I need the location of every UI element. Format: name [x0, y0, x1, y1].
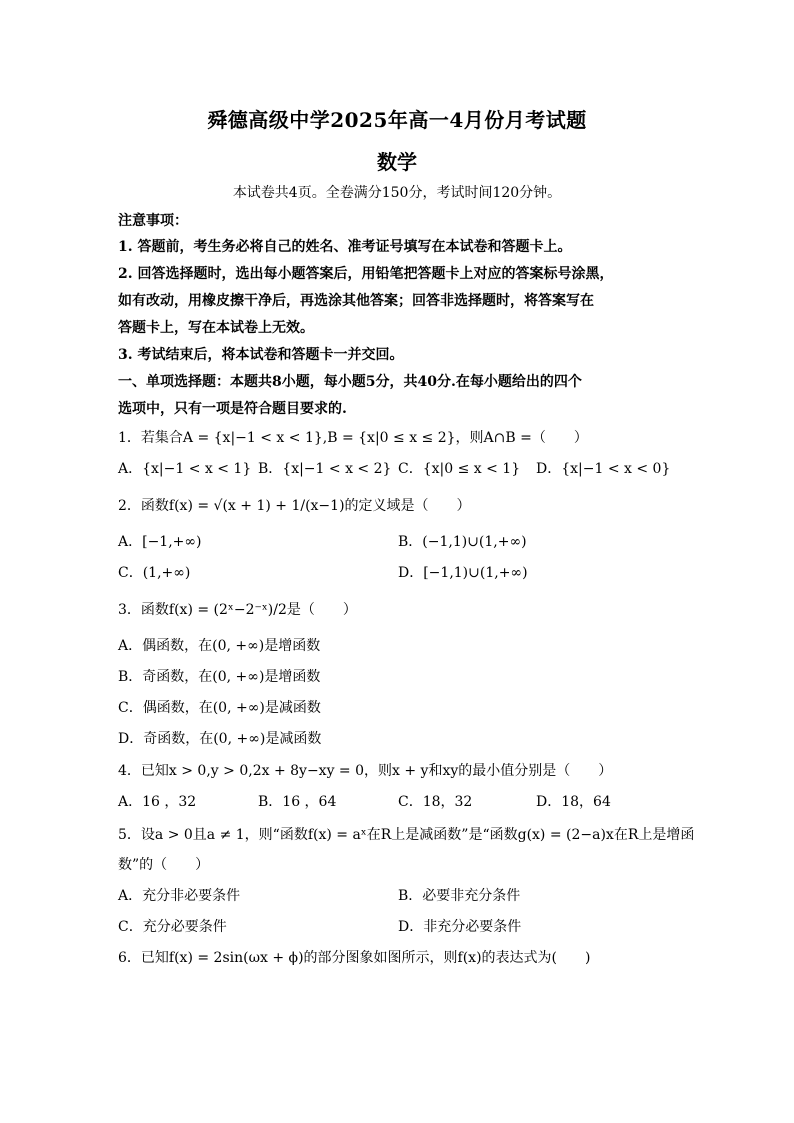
- question-5-stem-line-2: 数”的（ ）: [118, 857, 210, 873]
- question-4-option-a: A．16 ，32: [118, 794, 197, 810]
- question-2-option-b: B．(−1,1)∪(1,+∞): [398, 534, 527, 550]
- question-2-option-d: D．[−1,1)∪(1,+∞): [398, 565, 528, 581]
- question-4-option-d: D．18，64: [536, 794, 611, 810]
- question-3-stem: 3．函数f(x) = (2ˣ−2⁻ˣ)/2是（ ）: [118, 602, 357, 618]
- notes-heading: 注意事项：: [118, 213, 188, 229]
- question-5-stem-line-1: 5．设a > 0且a ≠ 1，则“函数f(x) = aˣ在R上是减函数”是“函数g(x) = (2−a)x在R上是增函: [118, 827, 695, 843]
- question-3-option-a: A．偶函数，在(0, +∞)是增函数: [118, 638, 321, 654]
- note-2-line-1: 2. 回答选择题时，选出每小题答案后，用铅笔把答题卡上对应的答案标号涂黑，: [118, 266, 614, 282]
- question-4-option-c: C．18，32: [398, 794, 473, 810]
- question-4-stem: 4．已知x > 0,y > 0,2x + 8y−xy = 0，则x + y和xy的最小值分别是（ ）: [118, 763, 613, 779]
- note-2-line-2: 如有改动，用橡皮擦干净后，再选涂其他答案；回答非选择题时，将答案写在: [118, 293, 594, 309]
- question-3-option-c: C．偶函数，在(0, +∞)是减函数: [118, 700, 321, 716]
- question-1-option-d: D．{x|−1 < x < 0}: [536, 461, 671, 477]
- question-2-stem: 2．函数f(x) = √(x + 1) + 1/(x−1)的定义域是（ ）: [118, 498, 471, 514]
- note-3: 3. 考试结束后，将本试卷和答题卡一并交回。: [118, 347, 404, 363]
- question-2-option-a: A．[−1,+∞): [118, 534, 202, 550]
- exam-info: 本试卷共4页。全卷满分150分，考试时间120分钟。: [232, 185, 562, 201]
- question-1-option-a: A．{x|−1 < x < 1}: [118, 461, 252, 477]
- question-3-option-d: D．奇函数，在(0, +∞)是减函数: [118, 731, 322, 747]
- question-1-option-c: C．{x|0 ≤ x < 1}: [398, 461, 521, 477]
- question-3-option-b: B．奇函数，在(0, +∞)是增函数: [118, 669, 321, 685]
- note-1: 1. 答题前，考生务必将自己的姓名、准考证号填写在本试卷和答题卡上。: [118, 239, 572, 255]
- question-1-option-b: B．{x|−1 < x < 2}: [258, 461, 392, 477]
- question-2-option-c: C．(1,+∞): [118, 565, 191, 581]
- section-1-heading-line-2: 选项中，只有一项是符合题目要求的.: [118, 401, 347, 417]
- question-1-stem: 1．若集合A = {x|−1 < x < 1},B = {x|0 ≤ x ≤ 2}，则A∩B =（ ）: [118, 430, 588, 446]
- note-2-line-3: 答题卡上，写在本试卷上无效。: [118, 320, 314, 336]
- question-5-option-c: C．充分必要条件: [118, 919, 227, 935]
- question-4-option-b: B．16 ，64: [258, 794, 337, 810]
- question-5-option-b: B．必要非充分条件: [398, 888, 521, 904]
- question-5-option-a: A．充分非必要条件: [118, 888, 241, 904]
- section-1-heading-line-1: 一、单项选择题：本题共8小题，每小题5分，共40分.在每小题给出的四个: [118, 374, 582, 390]
- question-6-stem: 6．已知f(x) = 2sin(ωx + ϕ)的部分图象如图所示，则f(x)的表达式为( ): [118, 950, 591, 966]
- question-5-option-d: D．非充分必要条件: [398, 919, 522, 935]
- exam-title: 舜德高级中学2025年高一4月份月考试题: [207, 108, 587, 132]
- subject-title: 数学: [377, 150, 417, 174]
